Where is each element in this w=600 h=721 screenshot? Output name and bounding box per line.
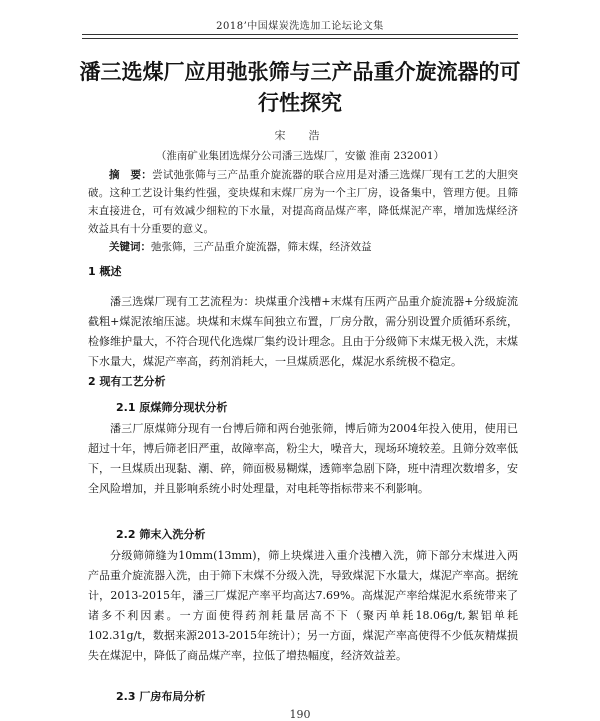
section-2-2-paragraph: 分级筛筛缝为10mm(13mm)，筛上块煤进入重介浅槽入洗，筛下部分末煤进入两产品重介旋流器入洗，由于筛下末煤不分级入洗，导致煤泥下水量大，煤泥产率高。据统计，2013-2015年，潘三厂煤泥产率平均高达7.69%。高煤泥产率给煤泥水系统带来了诸多不利因素。一方面使得药剂耗量居高不下（聚丙单耗18.06g/t,絮铝单耗102.31g/t，数据来源2013-2015年统计）；另一方面，煤泥产率高使得不少低灰精煤损失在煤泥中，降低了商品煤产率，拉低了增热幅度，经济效益差。 bbox=[88, 549, 518, 662]
header-rule-top bbox=[82, 34, 518, 35]
page-number: 190 bbox=[289, 708, 311, 721]
keywords-text: 弛张筛，三产品重介旋流器，筛末煤，经济效益 bbox=[151, 241, 372, 253]
abstract-text: 尝试弛张筛与三产品重介旋流器的联合应用是对潘三选煤厂现有工艺的大胆突破。这种工艺设计集约性强，变块煤和末煤厂房为一个主厂房，设备集中，管理方便。且筛末直接进仓，可有效减少细粒的下水量，对提高商品煤产率，降低煤泥产率，增加选煤经济效益具有十分重要的意义。 bbox=[88, 169, 519, 235]
section-2-3-heading: 2.3 厂房布局分析 bbox=[116, 690, 206, 703]
section-2-1-paragraph: 潘三厂原煤筛分现有一台博后筛和两台弛张筛，博后筛为2004年投入使用，使用已超过十年，博后筛老旧严重，故障率高，粉尘大，噪音大，现场环境较差。且筛分效率低下，一旦煤质出现黏、潮、碎，筛面极易糊煤，透筛率急剧下降，班中清理次数增多，安全风险增加，并且影响系统小时处理量，对电耗等指标带来不利影响。 bbox=[88, 422, 518, 495]
section-2-heading: 2 现有工艺分析 bbox=[88, 375, 166, 388]
keywords bbox=[88, 238, 518, 256]
abstract-label: 摘 要： bbox=[109, 169, 153, 181]
section-1-heading: 1 概述 bbox=[88, 265, 122, 278]
author-name: 宋 浩 bbox=[274, 129, 326, 142]
keywords-label: 关键词： bbox=[109, 241, 151, 253]
paper-title: 潘三选煤厂应用弛张筛与三产品重介旋流器的可行性探究 bbox=[79, 60, 521, 115]
section-2-2-heading: 2.2 筛末入洗分析 bbox=[116, 528, 206, 541]
running-header: 2018’中国煤炭洗选加工论坛论文集 bbox=[216, 21, 384, 32]
abstract bbox=[88, 166, 518, 238]
section-1-paragraph: 潘三选煤厂现有工艺流程为：块煤重介浅槽+末煤有压两产品重介旋流器+分级旋流截粗+煤泥浓缩压滤。块煤和末煤车间独立布置，厂房分散，需分别设置介质循环系统，检修维护量大，不符合现代化选煤厂集约设计理念。且由于分级筛下末煤无极入洗，末煤下水量大，煤泥产率高，药剂消耗大，一旦煤质恶化，煤泥水系统极不稳定。 bbox=[88, 295, 518, 368]
author-affiliation: （淮南矿业集团选煤分公司潘三选煤厂，安徽 淮南 232001） bbox=[155, 150, 445, 162]
header-rule-bottom bbox=[82, 38, 518, 39]
section-2-1-heading: 2.1 原煤筛分现状分析 bbox=[116, 401, 228, 414]
